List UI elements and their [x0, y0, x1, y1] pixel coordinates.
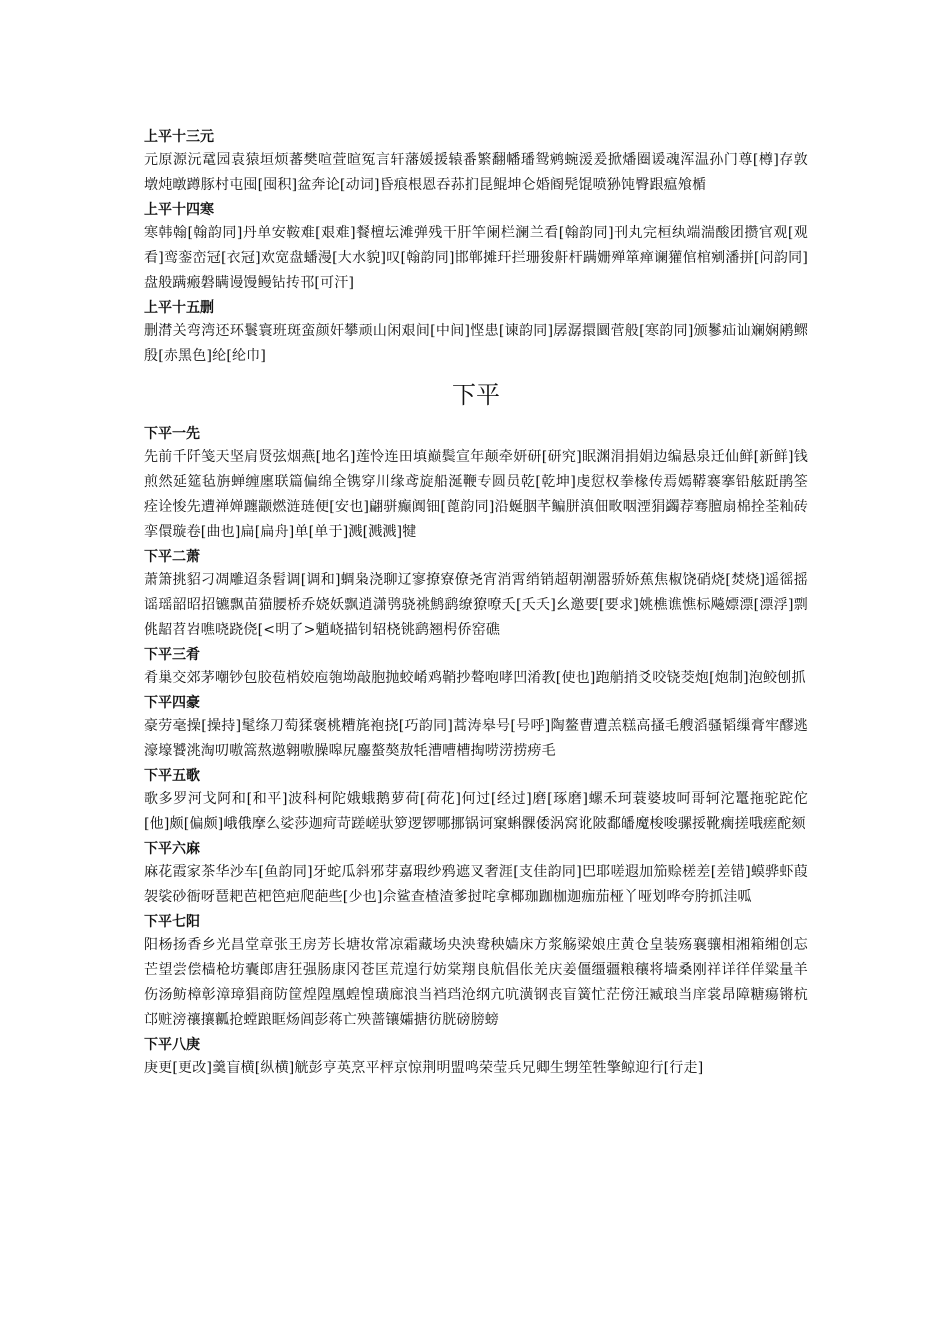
rhyme-section [144, 838, 808, 910]
rhyme-heading: 下平八庚 [144, 1037, 200, 1053]
section-title-xiaping: 下平 [452, 381, 500, 409]
rhyme-characters: 豪劳毫操[操持]髦绦刀萄猱褒桃糟旄袍挠[巧韵同]蒿涛皋号[号呼]陶鳌曹遭羔糕高搔毛艘滔骚韬缫膏牢醪逃濠壕饕洮淘叨嗷篙熬遨翱嗷臊嗥尻鏖螯獒敖牦漕嘈槽掏唠涝捞痨毛 [144, 718, 808, 759]
rhyme-section [144, 297, 808, 369]
rhyme-section [144, 1034, 808, 1081]
document-page [144, 126, 808, 1082]
rhyme-section [144, 199, 808, 296]
rhyme-heading: 上平十五删 [144, 300, 214, 316]
rhyme-heading: 上平十三元 [144, 129, 214, 145]
rhyme-heading: 下平四豪 [144, 695, 200, 711]
rhyme-characters: 庚更[更改]羹盲横[纵横]觥彭亨英烹平枰京惊荆明盟鸣荣莹兵兄卿生甥笙牲擎鲸迎行[行走] [144, 1060, 704, 1076]
rhyme-section [144, 546, 808, 643]
rhyme-characters: 寒韩翰[翰韵同]丹单安鞍难[艰难]餐檀坛滩弹残干肝竿阑栏澜兰看[翰韵同]刊丸完桓纨端湍酸团攒官观[观看]鸾銮峦冠[衣冠]欢宽盘蟠漫[大水貌]叹[翰韵同]邯郸摊玕拦珊狻鼾杆蹒姗殚箪瘅谰獾倌棺剜潘拼[问韵同]盘般蹒瘢磐瞒谩馒鳗钻抟邗[可汗] [144, 225, 808, 291]
rhyme-heading: 下平一先 [144, 426, 200, 442]
rhyme-section [144, 126, 808, 198]
xiaping-block [144, 423, 808, 1081]
rhyme-heading: 下平七阳 [144, 914, 200, 930]
rhyme-characters: 歌多罗河戈阿和[和平]波科柯陀娥蛾鹅萝荷[荷花]何过[经过]磨[琢磨]螺禾珂蓑婆坡呵哥轲沱鼍拖驼跎佗[他]颇[偏颇]峨俄摩么娑莎迦疴苛蹉嵯驮箩逻锣哪挪锅诃窠蝌髁倭涡窝讹陂鄱皤魔梭唆骡挼靴瘸搓哦瘥酡颏 [144, 791, 808, 832]
rhyme-heading: 上平十四寒 [144, 202, 214, 218]
rhyme-characters: 先前千阡笺天坚肩贤弦烟燕[地名]莲怜连田填巅鬓宣年颠牵妍研[研究]眠渊涓捐娟边编悬泉迁仙鲜[新鲜]钱煎然延筵毡旃蝉缠廛联篇偏绵全镌穿川缘鸢旋船涎鞭专圆员乾[乾坤]虔愆权拳椽传焉嫣鞯褰搴铅舷跹鹃筌痊诠悛先遭禅婵躔颛燃涟琏便[安也]翩骈癫阗钿[蓖韵同]沿蜒胭芊鳊胼滇佃畋咽湮狷蠲荐骞膻扇棉拴荃籼砖挛儇璇卷[曲也]扁[扁舟]单[单于]溅[溅溅]犍 [144, 449, 808, 540]
rhyme-heading: 下平二萧 [144, 549, 200, 565]
rhyme-characters: 元原源沅鼋园袁猿垣烦蕃樊喧萱暄冤言轩藩媛援辕番繁翻幡璠鸳鹓蜿湲爰掀燔圈谖魂浑温孙门尊[樽]存敦墩炖暾蹲豚村屯囤[囤积]盆奔论[动词]昏痕根恩吞荪扪昆鲲坤仑婚阍髡馄喷狲饨臀跟瘟飧楯 [144, 152, 808, 193]
rhyme-characters: 阳杨扬香乡光昌堂章张王房芳长塘妆常凉霜藏场央泱鸯秧嫱床方浆觞梁娘庄黄仓皇装殇襄骧相湘箱缃创忘芒望尝偿樯枪坊囊郎唐狂强肠康冈苍匡荒遑行妨棠翔良航倡伥羌庆姜僵缰疆粮穰将墙桑刚祥详徉佯粱量羊伤汤鲂樟彰漳璋猖商防筐煌隍凰蝗惶璜廊浪当裆珰沧纲亢吭潢钢丧盲簧忙茫傍汪臧琅当庠裳昂障糖瘍锵杭邙赃滂禳攘瓤抢螳踉眶炀阊彭蒋亡殃蔷镶孀搪彷胱磅膀螃 [144, 937, 808, 1028]
rhyme-heading: 下平六麻 [144, 841, 200, 857]
rhyme-characters: 肴巢交郊茅嘲钞包胶苞梢姣庖匏坳敲胞抛蛟崤鸡鞘抄聱咆哮凹淆教[使也]跑艄捎爻咬铙茭炮[炮制]泡鲛刨抓 [144, 670, 806, 686]
rhyme-section [144, 765, 808, 837]
rhyme-characters: 麻花霞家茶华沙车[鱼韵同]牙蛇瓜斜邪芽嘉瑕纱鸦遮叉奢涯[支佳韵同]巴耶嗟遐加笳赊槎差[差错]蟆骅虾葭袈裟砂衙呀琶耙芭杷笆疤爬葩些[少也]佘鲨查楂渣爹挝咤拿椰珈跏枷迦痂茄桠丫哑划哗夸胯抓洼呱 [144, 864, 808, 905]
rhyme-heading: 下平五歌 [144, 768, 200, 784]
rhyme-section [144, 644, 808, 691]
rhyme-section [144, 423, 808, 545]
rhyme-characters: 萧箫挑貂刁凋雕迢条髫调[调和]蜩枭浇聊辽寥撩寮僚尧宵消霄绡销超朝潮嚣骄娇蕉焦椒饶硝烧[焚烧]遥徭摇谣瑶韶昭招镳飘苗猫腰桥乔娆妖飘逍潇鸮骁祧鹪鹞缭獠嘹夭[夭夭]幺邀要[要求]姚樵谯憔标飚嫖漂[漂浮]剽佻龆苕岧噍哓跷侥[<明了>魈峣描钊轺桡铫鹞翘枵侨窑礁 [144, 572, 808, 638]
rhyme-characters: 删潸关弯湾还环鬟寰班斑蛮颜奸攀顽山闲艰间[中间]悭患[谏韵同]孱潺擐圜菅般[寒韵同]颁鬖疝讪斓娴鹇鳏殷[赤黑色]纶[纶巾] [144, 323, 808, 364]
rhyme-section [144, 911, 808, 1033]
rhyme-section [144, 692, 808, 764]
shangping-block [144, 126, 808, 369]
rhyme-heading: 下平三肴 [144, 647, 200, 663]
